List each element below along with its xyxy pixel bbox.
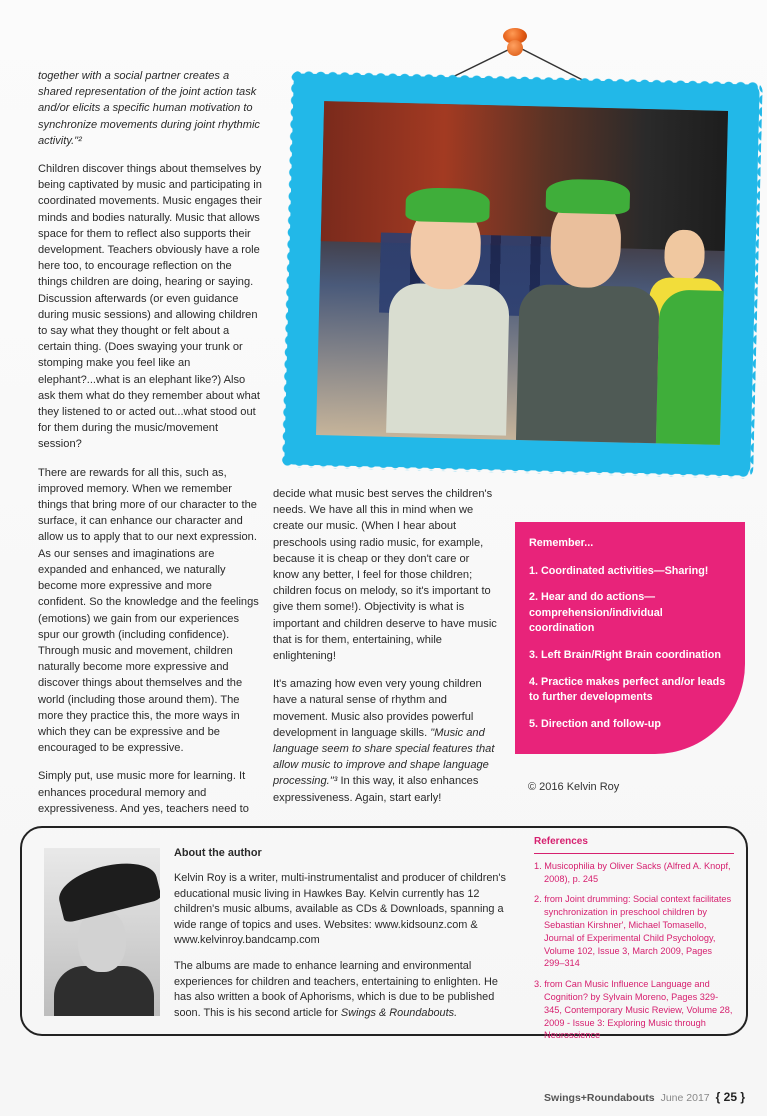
opening-quote: together with a social partner creates a shared representation of the joint action task and/or elicits a specific human motivation to synchronize movements during joint rhythmic activity."² (38, 70, 260, 147)
about-paragraph-1: Kelvin Roy is a writer, multi-instrumentalist and producer of children's educational music living in Hawkes Bay. Kelvin currently has 12 children's music albums, available as CDs & Downloads, spanning a wide range of topics and uses. Websites: www.kidsounz.com & www.kelvinroy.bandcamp.com (174, 872, 506, 947)
remember-item: 4. Practice makes perfect and/or leads to further developments (529, 675, 726, 704)
reference-item: 3. from Can Music Influence Language and Cognition? by Sylvain Moreno, Pages 329-345, Contemporary Music Review, Volume 28, 2009 - Issue 3: Exploring Music through Neuroscience (534, 979, 733, 1041)
left-column (38, 68, 263, 829)
about-paragraph-2 (174, 959, 514, 1021)
copyright-notice: © 2016 Kelvin Roy (528, 781, 620, 793)
remember-item: 2. Hear and do actions—comprehension/individual coordination (529, 591, 663, 635)
remember-title: Remember... (529, 537, 594, 549)
references (534, 836, 734, 1050)
photo-frame (287, 76, 756, 472)
references-title: References (534, 836, 588, 847)
middle-paragraph-2 (273, 676, 498, 806)
left-paragraph-3: Simply put, use music more for learning. It enhances procedural memory and expressiveness. And yes, teachers need to (38, 770, 249, 815)
children-photo (316, 101, 728, 445)
middle-paragraph-1: decide what music best serves the children's needs. We have all this in mind when we create our music. (When I hear about preschools using radio music, for example, because it is cheap or they don't care or know any better, I feel for those children; children focus on melody, so it's important to give them some!). Objectivity is what is important and children deserve to have music that is for them, entertaining, while enlightening! (273, 488, 497, 663)
about-author (174, 846, 514, 1032)
reference-item: 2. from Joint drumming: Social context facilitates synchronization in preschool children by Sebastian Kirshner', Michael Tomasello, Journal of Experimental Child Psychology, Volume 102, Issue 3, March 2009, Pages 299–314 (534, 894, 732, 969)
magazine-title-em: Swings & Roundabouts. (340, 1006, 458, 1019)
about-paragraph-2-lead: The albums are made to enhance learning and environmental experiences for children and teachers, entertaining to enlighten. He has also written a book of Aphorisms, which is due to be published soon. This is his second article for (174, 960, 498, 1019)
remember-box (515, 522, 745, 754)
left-paragraph-2: There are rewards for all this, such as, improved memory. When we remember things that bring more of our character to the surface, it can enhance our character and allow us to apply that to our next expression. As our senses and imaginations are expanded and enhanced, we naturally become more expressive and more confident. So the knowledge and the feelings (emotions) we gain from our experiences spur our growth (including confidence). Through music and movement, children naturally become more expressive and discover things about themselves and the world (including those around them). The more they practice this, the more ways in which they can be expressive and be encouraged to be expressive. (38, 466, 259, 755)
middle-column (273, 486, 498, 818)
music-language-quote: "Music and language seem to share special features that allow music to improve and shape language processing."³ (273, 726, 495, 788)
left-paragraph-1: Children discover things about themselves by being captivated by music and participating in coordinated movements. Music engages their minds and bodies naturally. Music that allows space for them to reflect also supports their development. Teachers obviously have a role here too, to encourage reflection on the things children are doing, hearing or saying. Discussion afterwards (or even guidance during music sessions) and allowing children to say what they thought or felt about a certain thing. (Does swaying your trunk or stomping make you feel like an elephant?...what is an elephant like?) Also ask them what do they remember about what they listened to or acted out...what stood out for them during the music/movement session? (38, 163, 262, 451)
pushpin-icon (500, 26, 530, 62)
footer-brand: Swings+Roundabouts (544, 1092, 655, 1104)
remember-item: 3. Left Brain/Right Brain coordination (529, 648, 721, 661)
remember-item: 5. Direction and follow-up (529, 717, 661, 730)
page-footer (544, 1090, 745, 1104)
about-author-title: About the author (174, 847, 262, 859)
middle-paragraph-2-tail: In this way, it also enhances expressiveness. Again, start early! (273, 775, 479, 804)
footer-date: June 2017 (660, 1092, 710, 1104)
remember-item: 1. Coordinated activities—Sharing! (529, 564, 709, 577)
page-number: { 25 } (715, 1090, 745, 1104)
author-photo (44, 848, 160, 1016)
middle-paragraph-2-lead: It's amazing how even very young children have a natural sense of rhythm and movement. Music also provides powerful development in language skills. (273, 678, 482, 739)
reference-item: 1. Musicophilia by Oliver Sacks (Alfred A. Knopf, 2008), p. 245 (534, 860, 731, 884)
